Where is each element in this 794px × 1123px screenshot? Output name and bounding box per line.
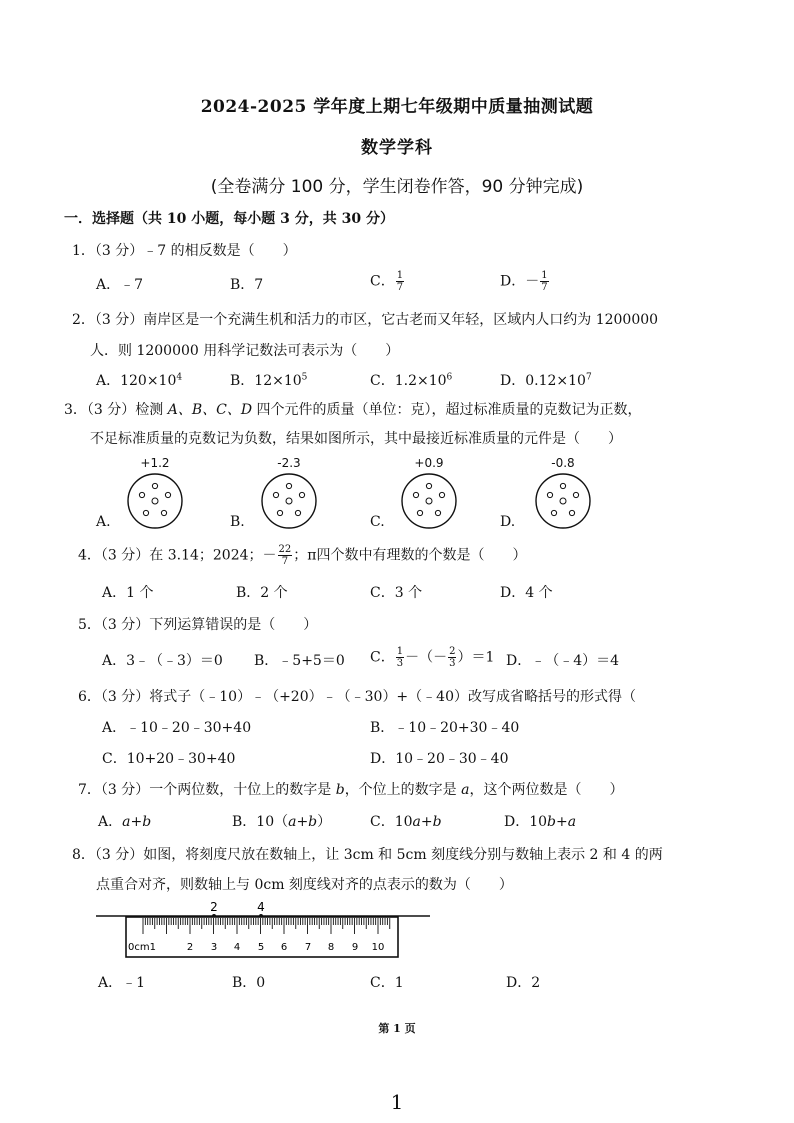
q4-stem: 4．（3 分）在 3.14；2024；－ $\frac{22}{7}$ ；π四个数中有理数的个数是（ ） [78,544,527,567]
q6-stem: 6．（3 分）将式子（﹣10）﹣（+20）﹣（﹣30）+（﹣40）改写成省略括号的形式得（ [78,689,636,705]
q6-option-c: C．10+20﹣30+40 [102,751,236,767]
q5-option-c: C． $\frac{1}{3}$ －（－ $\frac{2}{3}$ ）＝1 [370,646,495,669]
q6-option-d: D．10﹣20﹣30﹣40 [370,751,509,767]
component-d-icon [533,471,593,531]
q8-stem-line1: 8．（3 分）如图，将刻度尺放在数轴上，让 3cm 和 5cm 刻度线分别与数轴上表示 2 和 4 的两 [72,847,663,863]
q4-option-c: C．3 个 [370,585,423,601]
q6-option-a: A．﹣10﹣20﹣30+40 [102,720,252,736]
q8-option-a: A．﹣1 [98,975,146,991]
q3-stem-line2: 不足标准质量的克数记为负数，结果如图所示，其中最接近标准质量的元件是（ ） [90,431,622,447]
q1-stem: 1．（3 分）﹣7 的相反数是（ ） [72,243,297,259]
ruler-on-number-line-figure [96,898,436,960]
component-d [531,456,595,531]
component-b [257,456,321,531]
q3-label-d: D. [500,514,516,530]
q5-option-b: B．﹣5+5＝0 [254,653,345,669]
ruler-label-5: 5 [257,942,265,953]
ruler-label-6: 6 [280,942,288,953]
ruler-label-4: 4 [233,942,241,953]
q4-option-a: A．1 个 [102,585,154,601]
component-c-value: +0.9 [414,456,444,470]
q3-label-a: A. [96,514,111,530]
q2-option-b: B．$12\times 10^5$ [230,372,308,389]
q7-option-b: B．10（a+b） [232,814,332,830]
q2-option-d: D．$0.12\times 10^7$ [500,372,592,389]
q3-stem-line1: 3．（3 分）检测 A、B、C、D 四个元件的质量（单位：克），超过标准质量的克数记为正数， [64,402,642,418]
component-c-icon [399,471,459,531]
q8-option-b: B．0 [232,975,266,991]
axis-label-4: 4 [257,900,265,914]
q5-stem: 5．（3 分）下列运算错误的是（ ） [78,617,318,633]
ruler-label-7: 7 [304,942,312,953]
q7-option-c: C．10a+b [370,814,442,830]
page-number: 1 [390,1090,404,1114]
component-b-value: -2.3 [277,456,301,470]
ruler-label-8: 8 [327,942,335,953]
component-a [123,456,187,531]
component-d-value: -0.8 [551,456,575,470]
q8-option-d: D．2 [506,975,541,991]
ruler-label-9: 9 [351,942,359,953]
q2-option-c: C．$1.2\times 10^6$ [370,372,453,389]
q1-option-a: A．﹣7 [96,277,144,293]
component-a-icon [125,471,185,531]
subject-title: 数学学科 [361,138,433,158]
component-a-value: +1.2 [140,456,170,470]
q2-stem-line1: 2．（3 分）南岸区是一个充满生机和活力的市区，它古老而又年轻，区域内人口约为 1200000 [72,312,659,328]
q4-option-b: B．2 个 [236,585,288,601]
q2-stem-line2: 人．则 1200000 用科学记数法可表示为（ ） [90,343,400,359]
exam-note: (全卷满分 100 分，学生闭卷作答，90 分钟完成) [210,177,584,197]
q7-stem: 7．（3 分）一个两位数，十位上的数字是 b，个位上的数字是 a，这个两位数是（ ） [78,782,624,798]
axis-label-2: 2 [210,900,218,914]
number-line [96,900,430,918]
q7-option-a: A．a+b [98,814,152,830]
q7-option-d: D．10b+a [504,814,577,830]
component-c [397,456,461,531]
ruler-label-0: 0cm1 [128,942,156,953]
q2-option-a: A．$120\times 10^4$ [96,372,183,389]
page-footer: 第 1 页 [378,1022,416,1035]
q8-option-c: C．1 [370,975,404,991]
section-heading: 一．选择题（共 10 小题，每小题 3 分，共 30 分） [64,211,394,227]
q6-option-b: B．﹣10﹣20+30﹣40 [370,720,520,736]
q3-label-b: B. [230,514,245,530]
q1-option-b: B．7 [230,277,264,293]
ruler-label-2: 2 [186,942,194,953]
q3-label-c: C. [370,514,385,530]
q8-stem-line2: 点重合对齐，则数轴上与 0cm 刻度线对齐的点表示的数为（ ） [96,877,513,893]
q1-option-c: C． $\frac{1}{7}$ [370,270,404,293]
q4-option-d: D．4 个 [500,585,553,601]
q1-option-d: D．－ $\frac{1}{7}$ [500,270,548,293]
ruler-label-3: 3 [210,942,218,953]
ruler-label-10: 10 [371,942,385,953]
q5-option-a: A．3﹣（﹣3）＝0 [102,653,223,669]
component-b-icon [259,471,319,531]
ruler [126,917,398,957]
q5-option-d: D．﹣（﹣4）＝4 [506,653,620,669]
exam-title: 2024-2025 学年度上期七年级期中质量抽测试题 [200,97,594,117]
